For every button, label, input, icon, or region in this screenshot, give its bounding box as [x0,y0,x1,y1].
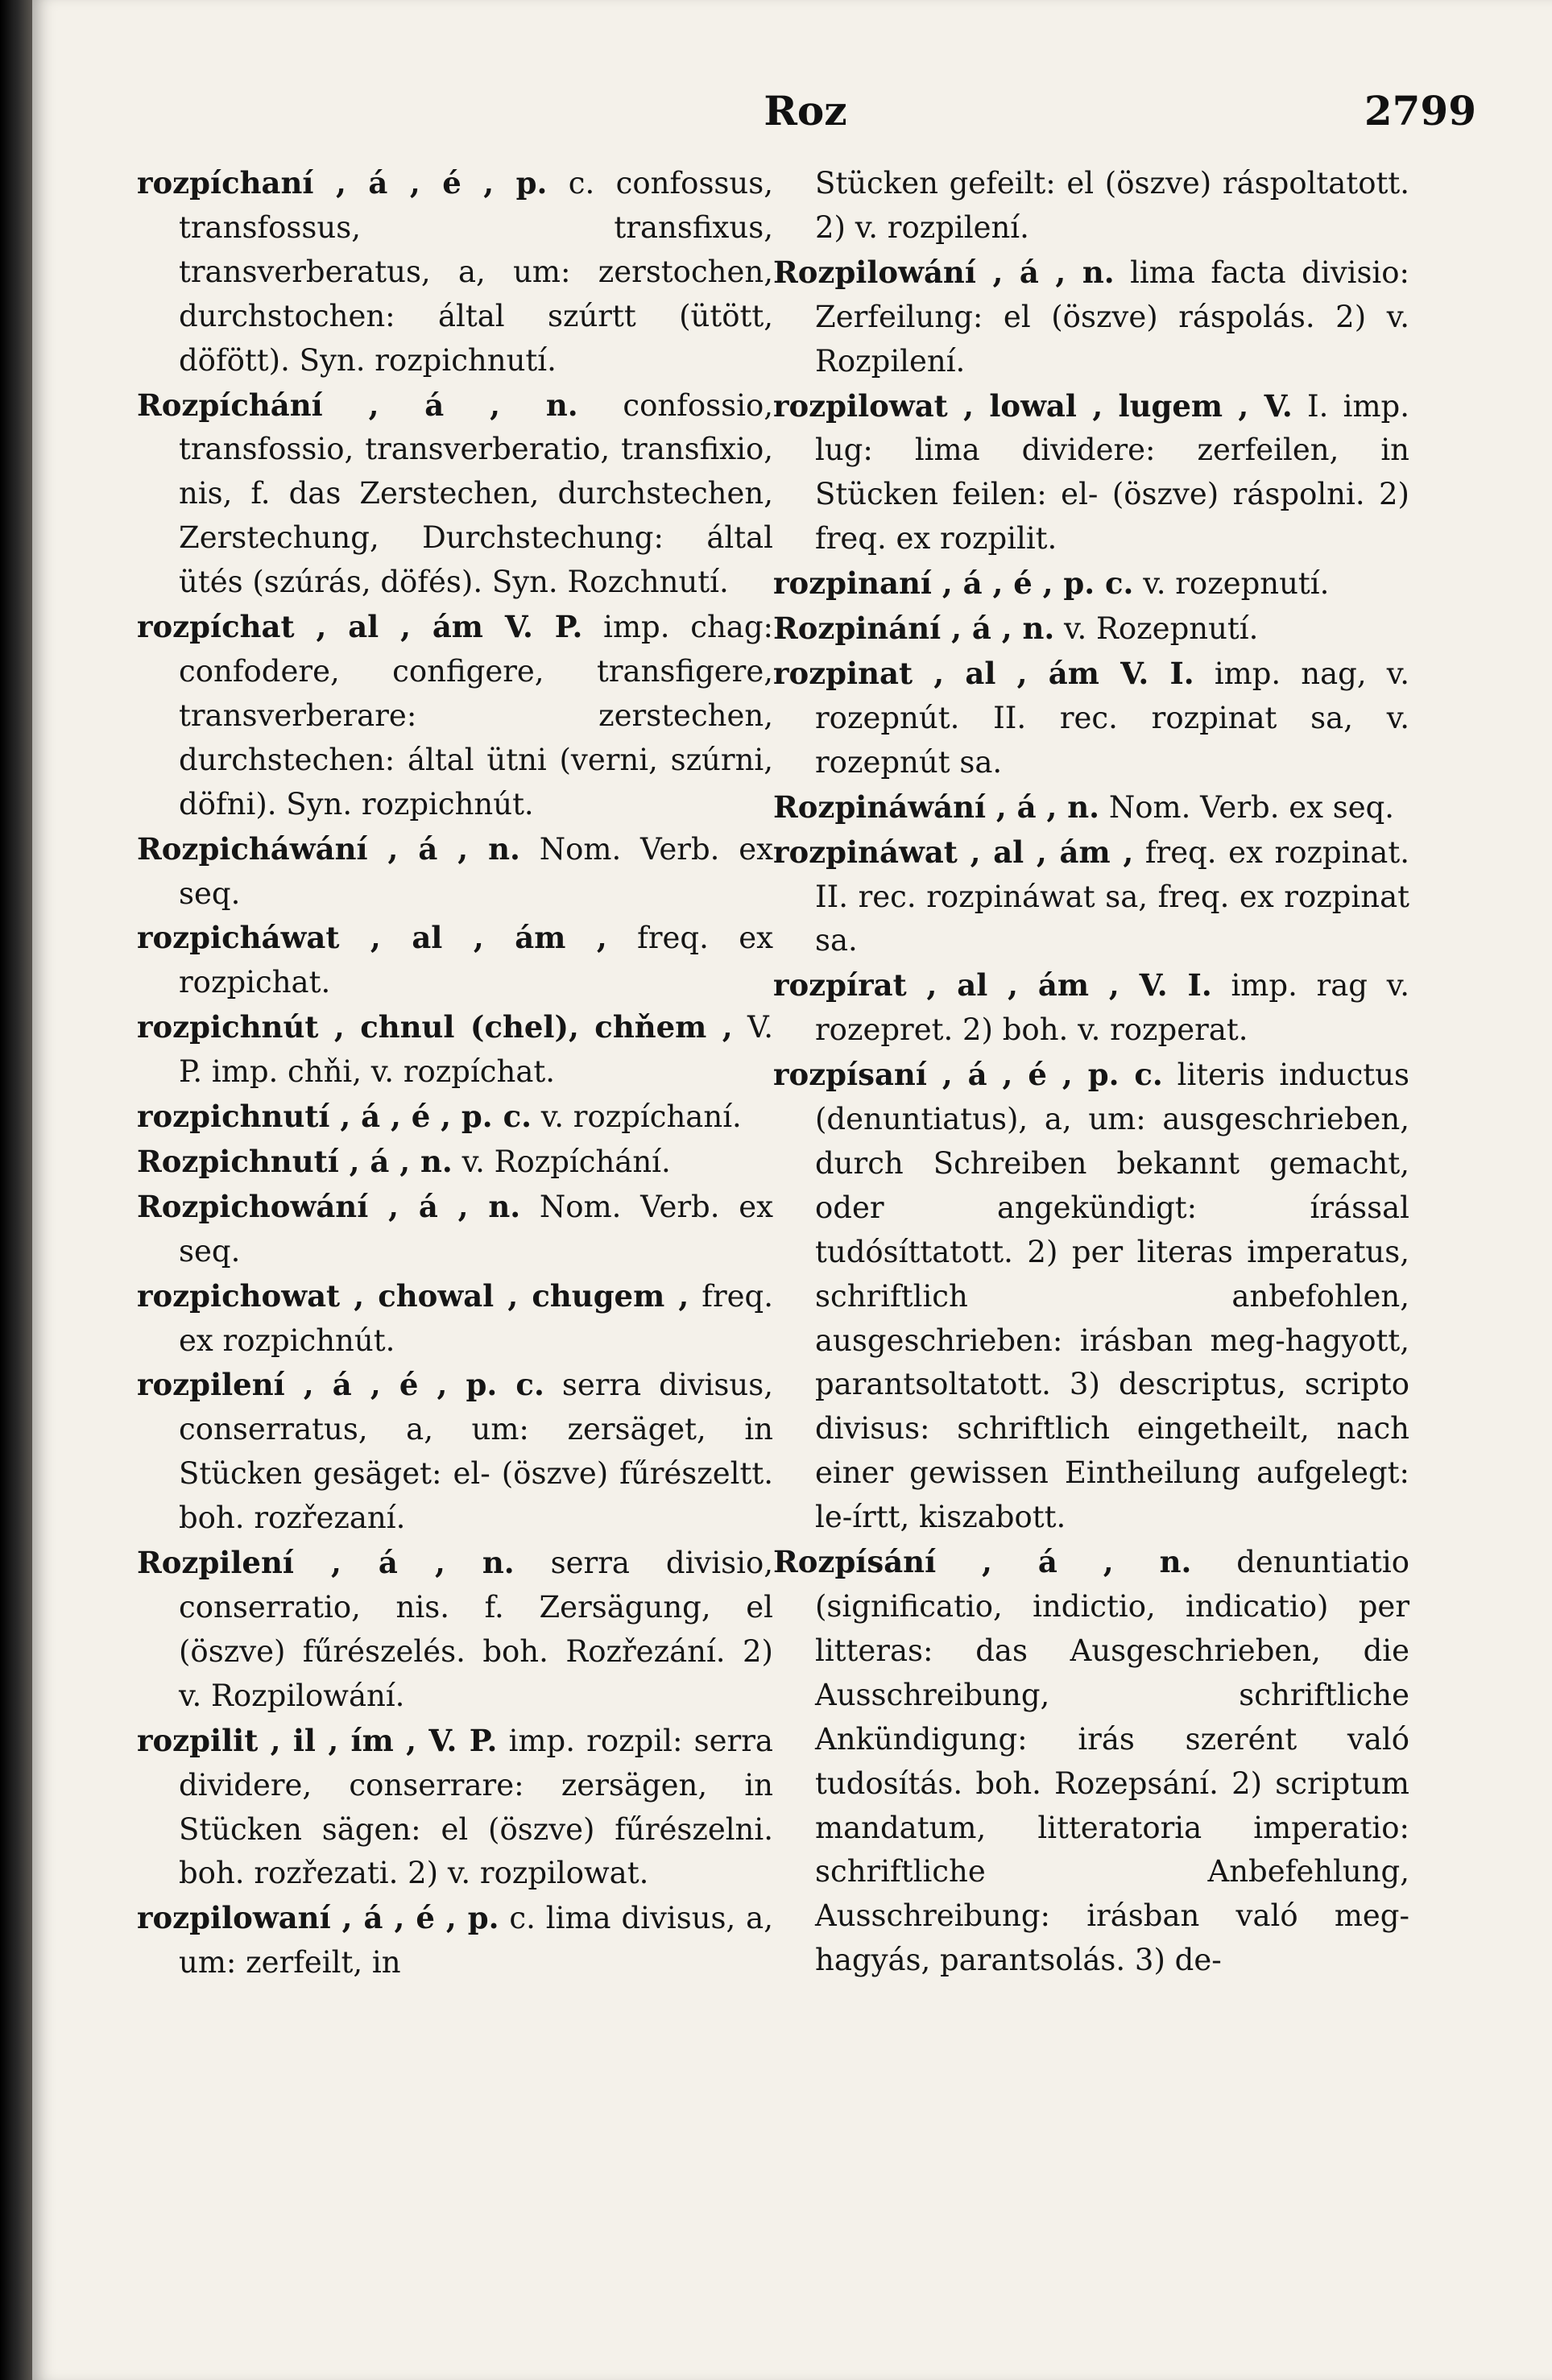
headword: rozpinat , al , ám V. I. [773,655,1194,691]
dictionary-entry [773,652,1409,785]
dictionary-entry [137,1185,773,1274]
definition: v. Rozpíchání. [461,1144,671,1179]
dictionary-entry [773,785,1409,830]
definition: V. P. imp. chňi, v. rozpíchat. [179,1010,773,1090]
definition: Nom. Verb. ex seq. [1108,789,1395,825]
definition: confossio, transfossio, transverberatio, transfixio, nis, f. das Zerstechen, durchstechen, Zerstechung, Durchstechung: által ütés (szúrás, döfés). Syn. Rozchnutí. [179,387,773,600]
page-edge-shadow [0,0,32,2380]
definition: freq. ex rozpichnút. [179,1278,773,1358]
dictionary-entry [137,1274,773,1364]
definition: freq. ex rozpichat. [179,921,774,1000]
dictionary-entry [773,250,1409,384]
definition: literis inductus (denuntiatus), a, um: ausgeschrieben, durch Schreiben bekannt gemacht, oder angekündigt: írással tudósíttatott. 2) per literas imperatus, schriftlich anbefohlen, ausgeschrieben: irásban meg-hagyott, parantsoltatott. 3) descriptus, scripto divisus: schriftlich eingetheilt, nach einer gewissen Eintheilung aufgelegt: le-írtt, kiszabott. [815,1058,1409,1535]
headword: rozpichnutí , á , é , p. c. [137,1099,532,1135]
dictionary-entry [773,830,1409,964]
dictionary-entry [773,606,1409,652]
definition: c. lima divisus, a, um: zerfeilt, in [179,1901,773,1981]
headword: rozpinaní , á , é , p. c. [773,565,1134,602]
dictionary-entry [137,1896,773,1985]
dictionary-page [32,0,1552,2380]
definition: lima facta divisio: Zerfeilung: el (öszve) ráspolás. 2) v. Rozpilení. [815,255,1410,379]
headword: rozpíchat , al , ám V. P. [137,609,583,645]
headword: Rozpilení , á , n. [137,1545,515,1581]
headword: rozpísaní , á , é , p. c. [773,1057,1163,1093]
dictionary-entry [137,1140,773,1185]
headword: rozpilowaní , á , é , p. [137,1900,499,1936]
definition: I. imp. lug: lima dividere: zerfeilen, in Stücken feilen: el- (öszve) ráspolni. 2) freq. ex rozpilit. [815,388,1409,557]
right-column [773,161,1409,1983]
dictionary-entry [137,383,773,606]
dictionary-entry [137,1541,773,1719]
definition: imp. rag v. rozepret. 2) boh. v. rozperat. [815,968,1409,1048]
dictionary-entry [773,561,1409,606]
left-column [137,161,773,1985]
dictionary-entry [773,384,1409,562]
headword: rozpináwat , al , ám , [773,834,1134,870]
dictionary-entry-continuation [773,161,1409,250]
dictionary-entry [773,1540,1409,1983]
definition: c. confossus, transfossus, transfixus, transverberatus, a, um: zerstochen, durchstochen: által szúrtt (ütött, döfött). Syn. rozpichnutí. [179,166,773,378]
definition: v. rozpíchaní. [540,1099,742,1135]
headword: rozpilit , il , ím , V. P. [137,1722,498,1758]
dictionary-entry [137,1363,773,1541]
headword: Rozpichowání , á , n. [137,1188,521,1224]
dictionary-entry [137,1095,773,1140]
headword: Rozpinání , á , n. [773,611,1055,647]
headword: rozpírat , al , ám , V. I. [773,967,1212,1004]
definition: serra divisus, conserratus, a, um: zersäget, in Stücken gesäget: el- (öszve) fűrészeltt. boh. rozřezaní. [179,1368,774,1536]
definition: v. Rozepnutí. [1064,611,1259,647]
headword: rozpichnút , chnul (chel), chňem , [137,1009,733,1045]
dictionary-entry [137,605,773,827]
headword: Rozpilowání , á , n. [773,254,1115,290]
dictionary-entry [773,963,1409,1053]
definition: imp. rozpil: serra dividere, conserrare: zersägen, in Stücken sägen: el (öszve) fűrészelni. boh. rozřezati. 2) v. rozpilowat. [179,1723,773,1891]
definition: v. rozepnutí. [1143,566,1330,602]
definition: freq. ex rozpinat. II. rec. rozpináwat sa, freq. ex rozpinat sa. [815,834,1409,958]
definition: denuntiatio (significatio, indictio, indicatio) per litteras: das Ausgeschrieben, die Ausschreibung, schriftliche Ankündigung: irás szerént való tudosítás. boh. Rozepsání. 2) scriptum mandatum, litteratoria imperatio: schriftliche Anbefehlung, Ausschreibung: irásban való meg-hagyás, parantsolás. 3) de- [815,1545,1409,1978]
dictionary-entry [137,1005,773,1095]
dictionary-entry [773,1053,1409,1540]
definition: Stücken gefeilt: el (öszve) ráspoltatott. 2) v. rozpilení. [815,166,1409,245]
headword: Rozpicháwání , á , n. [137,830,520,867]
dictionary-entry [137,161,773,383]
definition: Nom. Verb. ex seq. [179,831,773,911]
headword: Rozpináwání , á , n. [773,789,1100,825]
dictionary-entry [137,916,773,1005]
running-head: Roz [764,87,847,135]
headword: Rozpichnutí , á , n. [137,1143,453,1179]
definition: imp. chag: confodere, configere, transfigere, transverberare: zerstechen, durchstechen: által ütni (verni, szúrni, döfni). Syn. rozpichnút. [179,610,774,822]
headword: rozpíchaní , á , é , p. [137,165,548,201]
dictionary-entry [137,1719,773,1897]
definition: Nom. Verb. ex seq. [179,1189,773,1269]
headword: rozpicháwat , al , ám , [137,920,607,956]
definition: serra divisio, conserratio, nis. f. Zersägung, el (öszve) fűrészelés. boh. Rozřezání. 2) v. Rozpilowání. [179,1546,773,1713]
headword: rozpilowat , lowal , lugem , V. [773,387,1293,424]
headword: rozpichowat , chowal , chugem , [137,1277,689,1314]
dictionary-entry [137,827,773,917]
definition: imp. nag, v. rozepnút. II. rec. rozpinat sa, v. rozepnút sa. [815,656,1410,780]
page-number: 2799 [1364,87,1476,135]
headword: Rozpísání , á , n. [773,1544,1192,1580]
headword: rozpilení , á , é , p. c. [137,1367,544,1403]
headword: Rozpíchání , á , n. [137,387,578,423]
